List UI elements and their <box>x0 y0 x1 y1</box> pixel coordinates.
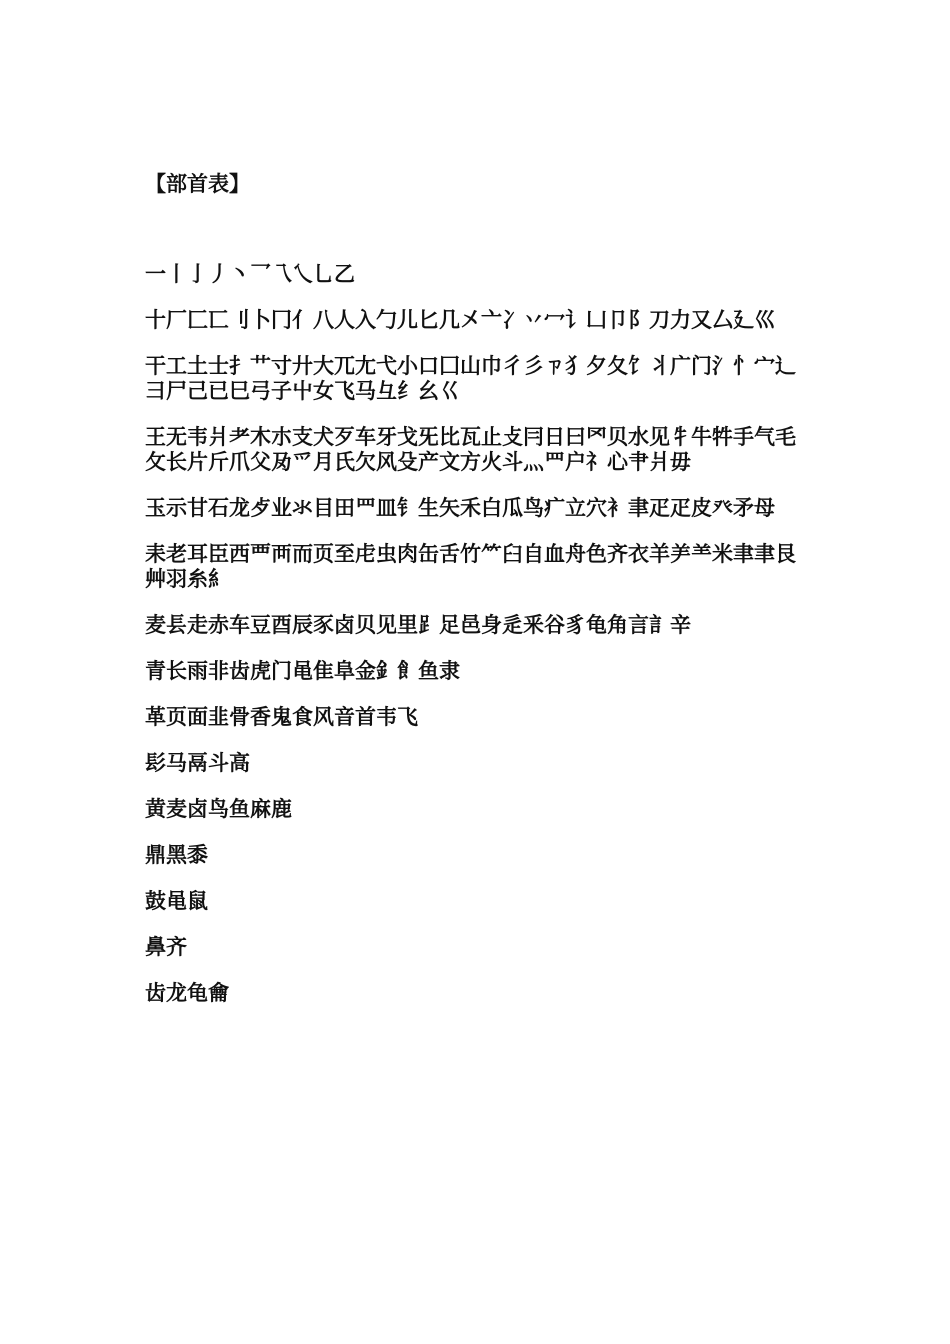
radical-row-2-strokes: 十厂匚匸刂卜冂亻八人入勹儿匕几㐅亠冫丷冖讠凵卩阝刀力又厶廴巛 <box>145 308 775 332</box>
radical-row-15-strokes: 齿龙龟龠 <box>145 981 229 1005</box>
radical-row-11-strokes: 黄麦卤鸟鱼麻鹿 <box>145 797 292 821</box>
radical-row-6-strokes: 耒老耳臣西覀襾而页至虍虫肉缶舌竹⺮臼自血舟色齐衣羊⺶⺷米聿聿艮艸羽糸糹 <box>145 542 796 591</box>
radical-row-4-strokes: 王无韦爿耂木朩支犬歹车牙戈旡比瓦止攴冃日曰罓贝水见牜牛牪手气毛攵长片斤爪父夃爫月氏欠风殳产文方火斗灬罒户礻心肀爿毋 <box>145 425 796 474</box>
radical-row-8-strokes: 青长雨非齿虎门黾隹阜金釒飠鱼隶 <box>145 659 460 683</box>
radical-row-3-strokes: 干工土士扌艹寸廾大兀尢弋小口囗山巾彳彡ㄗ犭夕夂饣丬广门氵忄宀辶彐尸己已巳弓子屮女飞马彑纟幺巜 <box>145 354 796 403</box>
radical-row-13-strokes: 鼓黾鼠 <box>145 889 208 913</box>
radical-row-5-strokes: 玉示甘石龙歺业氺目田罒皿钅生矢禾白瓜鸟疒立穴衤聿疋疋皮癶矛母 <box>145 496 775 520</box>
radical-row-1-stroke: 一丨亅丿丶乛乁乀乚乙 <box>145 262 355 286</box>
radical-row-14-strokes: 鼻齐 <box>145 935 187 959</box>
radical-row-7-strokes: 麦镸走赤车豆酉辰豕卤贝见里⻊足邑身辵釆谷豸龟角言訁辛 <box>145 613 691 637</box>
radical-table <box>145 262 810 1027</box>
radical-row-9-strokes: 革页面韭骨香鬼食风音首韦飞 <box>145 705 418 729</box>
page-title: 【部首表】 <box>145 172 250 196</box>
radical-row-10-strokes: 髟马鬲斗高 <box>145 751 250 775</box>
radical-row-12-strokes: 鼎黑黍 <box>145 843 208 867</box>
